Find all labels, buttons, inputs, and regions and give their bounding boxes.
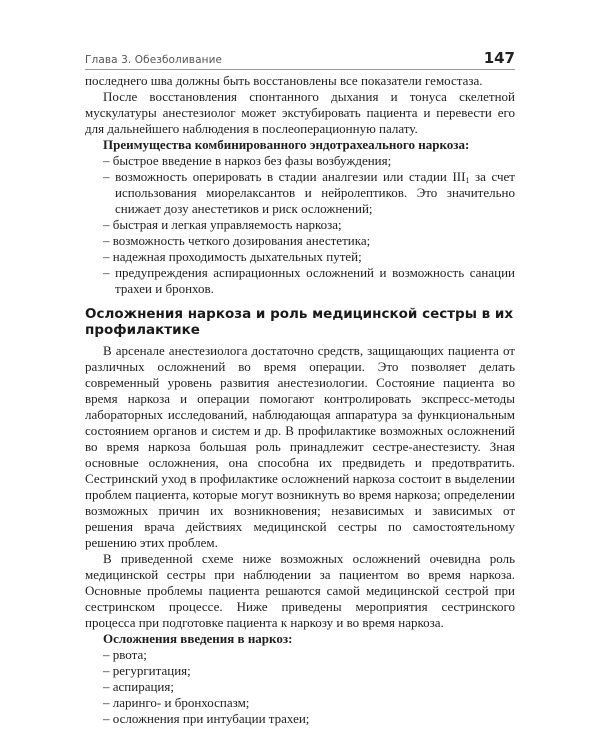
page-header <box>85 46 515 68</box>
chapter-title: Глава 3. Обезболивание <box>85 54 223 66</box>
page-number: 147 <box>483 49 515 67</box>
list-item: – регургитация; <box>103 663 191 678</box>
complications-list <box>85 647 515 727</box>
header-rule <box>85 69 515 70</box>
list-item-text: – возможность оперировать в стадии аналгезии или стадии <box>103 169 447 184</box>
page-body <box>85 73 515 727</box>
paragraph: После восстановления спонтанного дыхания и тонуса скелетной мускулатуры анестезиолог может экстубировать пациента и перевести его для дальнейшего наблюдения в послеоперационную палату. <box>85 89 515 136</box>
list-item: – рвота; <box>103 647 147 662</box>
stage-subscript: 1 <box>465 176 470 185</box>
section-heading: Осложнения наркоза и роль медицинской сестры в их профилактике <box>85 306 514 338</box>
paragraph: последнего шва должны быть восстановлены все показатели гемостаза. <box>85 73 483 88</box>
list-item: – аспирация; <box>103 679 174 694</box>
list-item: – ларинго- и бронхоспазм; <box>103 695 250 710</box>
list-item <box>103 169 515 217</box>
list-item: – надежная проходимость дыхательных путей; <box>103 249 362 264</box>
advantages-list <box>85 153 515 297</box>
stage-symbol: III <box>452 169 466 184</box>
list-item: – быстрое введение в наркоз без фазы возбуждения; <box>103 153 392 168</box>
list-item-continuation: за счет использования миорелаксантов и нейролептиков. Это значительно снижает дозу анестетиков и риск осложнений; <box>115 169 515 216</box>
list-item: – осложнения при интубации трахеи; <box>103 711 310 726</box>
paragraph: В арсенале анестезиолога достаточно средств, защищающих пациента от различных осложнений во время операции. Это позволяет делать современный уровень развития анестезиологии. Состояние пациента во время наркоза и операции помогают контролировать экспресс-методы лабораторных исследований, наблюдающая аппаратура за функциональным состоянием органов и систем и др. В профилактике возможных осложнений во время наркоза большая роль принадлежит сестре-анестезисту. Зная основные осложнения, она способна их предвидеть и предотвратить. Сестринский уход в профилактике осложнений наркоза состоит в выделении проблем пациента, которые могут возникнуть во время наркоза; определении возможных причин их возникновения; независимых и зависимых от решения врача действиях медицинской сестры по самостоятельному решению этих проблем. <box>85 343 515 550</box>
complications-heading: Осложнения введения в наркоз: <box>103 631 293 646</box>
paragraph: В приведенной схеме ниже возможных осложнений очевидна роль медицинской сестры при наблюдении за пациентом во время наркоза. Основные проблемы пациента решаются самой медицинской сестрой при сестринском процессе. Ниже приведены мероприятия сестринского процесса при подготовке пациента к наркозу и во время наркоза. <box>85 551 515 630</box>
advantages-heading: Преимущества комбинированного эндотрахеального наркоза: <box>103 137 470 152</box>
list-item: – быстрая и легкая управляемость наркоза; <box>103 217 342 232</box>
list-item: – возможность четкого дозирования анестетика; <box>103 233 371 248</box>
list-item: – предупреждения аспирационных осложнений и возможность санации трахеи и бронхов. <box>103 265 515 296</box>
